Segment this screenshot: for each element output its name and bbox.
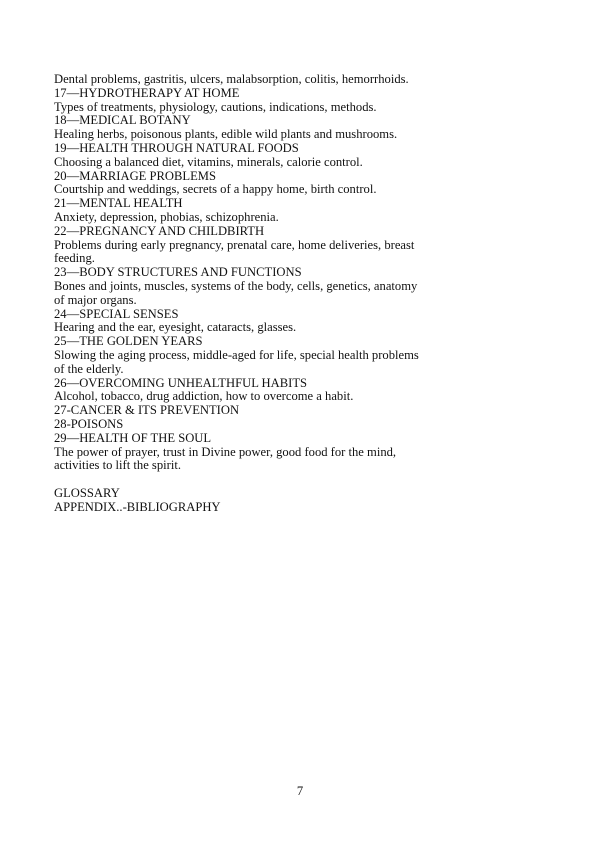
chapter-heading: 21—MENTAL HEALTH bbox=[54, 196, 183, 211]
chapter-heading: 25—THE GOLDEN YEARS bbox=[54, 334, 203, 349]
chapter-description: activities to lift the spirit. bbox=[54, 458, 181, 473]
chapter-description: Bones and joints, muscles, systems of the body, cells, genetics, anatomy bbox=[54, 278, 418, 293]
chapter-heading: 29—HEALTH OF THE SOUL bbox=[54, 430, 212, 445]
chapter-description: Hearing and the ear, eyesight, cataracts, glasses. bbox=[54, 320, 297, 335]
chapter-description: Problems during early pregnancy, prenatal care, home deliveries, breast bbox=[54, 237, 415, 252]
chapter-description: of major organs. bbox=[54, 292, 137, 307]
chapter-description: Alcohol, tobacco, drug addiction, how to overcome a habit. bbox=[54, 389, 354, 404]
toc-line: Dental problems, gastritis, ulcers, malabsorption, colitis, hemorrhoids. bbox=[54, 72, 409, 86]
chapter-description: Types of treatments, physiology, cautions, indications, methods. bbox=[54, 99, 377, 114]
glossary-entry: GLOSSARY bbox=[54, 485, 120, 500]
chapter-heading: 18—MEDICAL BOTANY bbox=[54, 113, 191, 128]
chapter-heading: 19—HEALTH THROUGH NATURAL FOODS bbox=[54, 140, 299, 155]
chapter-heading: 20—MARRIAGE PROBLEMS bbox=[54, 168, 216, 183]
table-of-contents bbox=[54, 73, 554, 515]
chapter-description: feeding. bbox=[54, 251, 95, 266]
chapter-description: Choosing a balanced diet, vitamins, minerals, calorie control. bbox=[54, 154, 363, 169]
chapter-heading: 17—HYDROTHERAPY AT HOME bbox=[54, 85, 240, 100]
chapter-description: Slowing the aging process, middle-aged for life, special health problems bbox=[54, 347, 419, 362]
chapter-heading: 27-CANCER & ITS PREVENTION bbox=[54, 403, 240, 418]
chapter-description: Anxiety, depression, phobias, schizophrenia. bbox=[54, 209, 279, 224]
chapter-description: Healing herbs, poisonous plants, edible wild plants and mushrooms. bbox=[54, 127, 398, 142]
page-number: 7 bbox=[296, 784, 304, 798]
appendix-entry: APPENDIX..-BIBLIOGRAPHY bbox=[54, 499, 221, 514]
chapter-heading: 26—OVERCOMING UNHEALTHFUL HABITS bbox=[54, 375, 308, 390]
blank-line bbox=[54, 473, 554, 487]
chapter-heading: 28-POISONS bbox=[54, 416, 124, 431]
chapter-heading: 24—SPECIAL SENSES bbox=[54, 306, 179, 321]
chapter-description: of the elderly. bbox=[54, 361, 124, 376]
chapter-description: Courtship and weddings, secrets of a happy home, birth control. bbox=[54, 182, 377, 197]
chapter-description: The power of prayer, trust in Divine power, good food for the mind, bbox=[54, 444, 397, 459]
chapter-heading: 23—BODY STRUCTURES AND FUNCTIONS bbox=[54, 265, 302, 280]
chapter-heading: 22—PREGNANCY AND CHILDBIRTH bbox=[54, 223, 265, 238]
